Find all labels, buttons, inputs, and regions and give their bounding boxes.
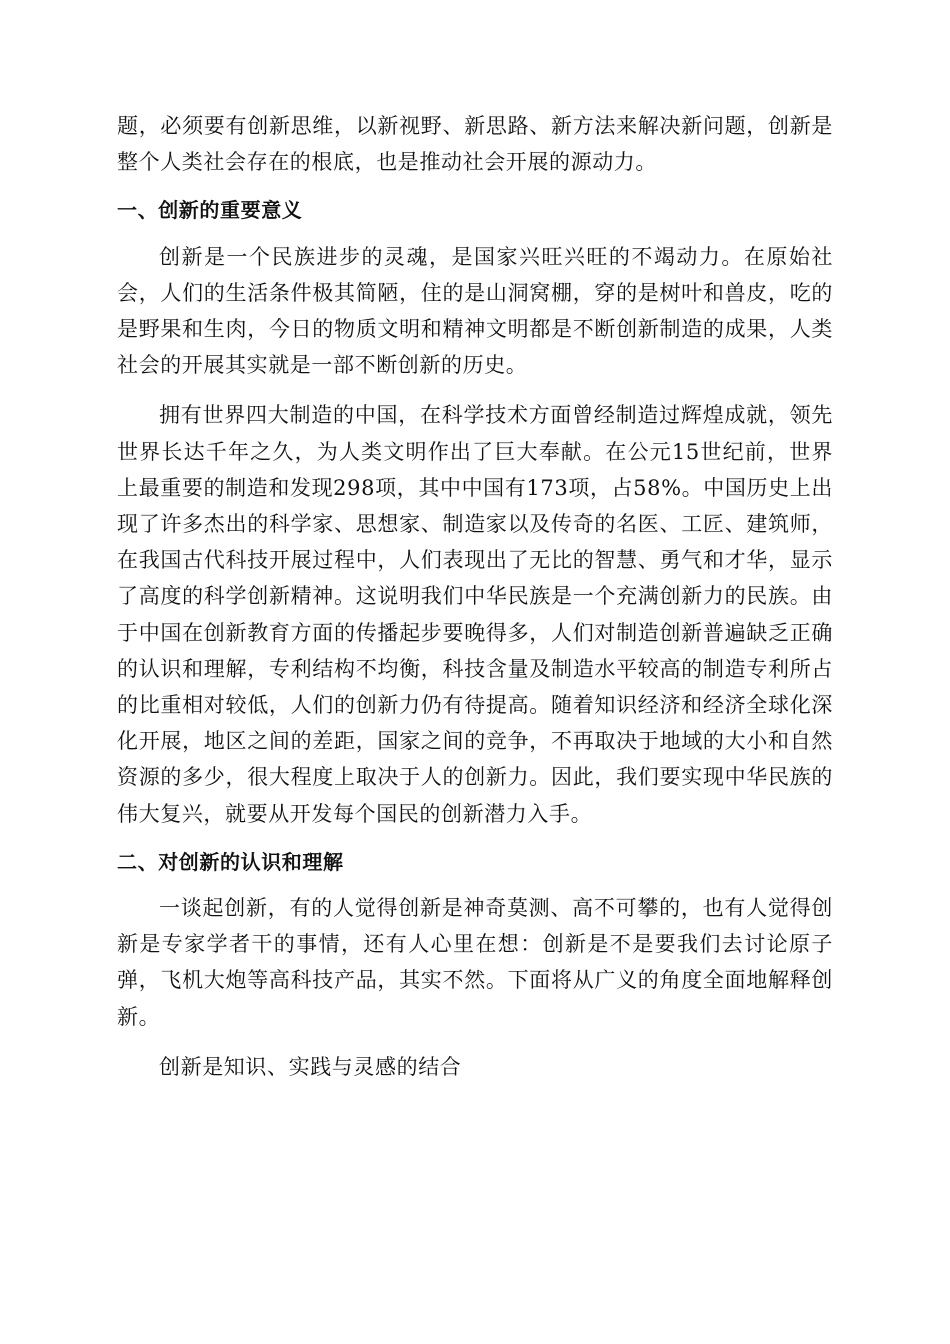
document-page [117, 108, 833, 1085]
paragraph-intro-continuation: 题，必须要有创新思维，以新视野、新思路、新方法来解决新问题，创新是整个人类社会存在的根底，也是推动社会开展的源动力。 [117, 114, 833, 175]
paragraph-china-history: 拥有世界四大制造的中国，在科学技术方面曾经制造过辉煌成就，领先世界长达千年之久，为人类文明作出了巨大奉献。在公元15世纪前，世界上最重要的制造和发现298项，其中中国有173项，占58%。中国历史上出现了许多杰出的科学家、思想家、制造家以及传奇的名医、工匠、建筑师，在我国古代科技开展过程中，人们表现出了无比的智慧、勇气和才华，显示了高度的科学创新精神。这说明我们中华民族是一个充满创新力的民族。由于中国在创新教育方面的传播起步要晚得多，人们对制造创新普遍缺乏正确的认识和理解，专利结构不均衡，科技含量及制造水平较高的制造专利所占的比重相对较低，人们的创新力仍有待提高。随着知识经济和经济全球化深化开展，地区之间的差距，国家之间的竞争，不再取决于地域的大小和自然资源的多少，很大程度上取决于人的创新力。因此，我们要实现中华民族的伟大复兴，就要从开发每个国民的创新潜力入手。 [117, 403, 833, 826]
paragraph-knowledge-practice: 创新是知识、实践与灵感的结合 [159, 1054, 462, 1079]
paragraph-misconceptions: 一谈起创新，有的人觉得创新是神奇莫测、高不可攀的，也有人觉得创新是专家学者干的事情，还有人心里在想：创新是不是要我们去讨论原子弹，飞机大炮等高科技产品，其实不然。下面将从广义的角度全面地解释创新。 [117, 896, 833, 1029]
section-heading-understanding: 二、对创新的认识和理解 [117, 849, 344, 874]
paragraph-innovation-soul: 创新是一个民族进步的灵魂，是国家兴旺兴旺的不竭动力。在原始社会，人们的生活条件极其简陋，住的是山洞窝棚，穿的是树叶和兽皮，吃的是野果和生肉，今日的物质文明和精神文明都是不断创新制造的成果，人类社会的开展其实就是一部不断创新的历史。 [117, 244, 833, 378]
section-heading-importance: 一、创新的重要意义 [117, 198, 303, 223]
